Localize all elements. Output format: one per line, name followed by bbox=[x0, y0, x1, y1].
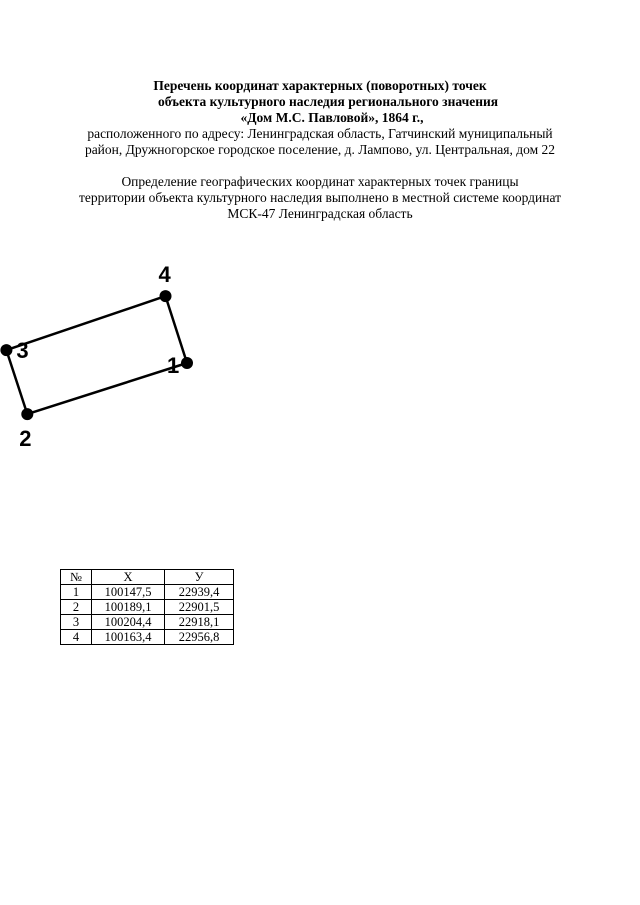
description-line-1: Определение географических координат характерных точек границы bbox=[121, 174, 519, 189]
vertex-point-4 bbox=[160, 290, 172, 302]
header-num: № bbox=[61, 570, 92, 585]
vertex-label-3: 3 bbox=[16, 338, 29, 364]
cell-num: 3 bbox=[61, 615, 92, 630]
title-line-1: Перечень координат характерных (поворотных) точек bbox=[153, 78, 487, 93]
cell-num: 4 bbox=[61, 630, 92, 645]
title-line-2: объекта культурного наследия регионального значения bbox=[157, 94, 499, 109]
cell-y: 22939,4 bbox=[165, 585, 234, 600]
header-x: X bbox=[92, 570, 165, 585]
cell-x: 100147,5 bbox=[92, 585, 165, 600]
cell-num: 1 bbox=[61, 585, 92, 600]
table-row bbox=[61, 585, 234, 600]
vertex-label-4: 4 bbox=[158, 262, 171, 288]
cell-y: 22901,5 bbox=[165, 600, 234, 615]
table-row bbox=[61, 630, 234, 645]
header-y: У bbox=[165, 570, 234, 585]
title-line-3: «Дом М.С. Павловой», 1864 г., bbox=[240, 110, 424, 125]
description-line-2: территории объекта культурного наследия выполнено в местной системе координат bbox=[78, 190, 562, 205]
table-row bbox=[61, 615, 234, 630]
cell-x: 100204,4 bbox=[92, 615, 165, 630]
cell-x: 100189,1 bbox=[92, 600, 165, 615]
address-line-2: район, Дружногорское городское поселение, д. Лампово, ул. Центральная, дом 22 bbox=[84, 142, 556, 157]
description-line-3: МСК-47 Ленинградская область bbox=[227, 206, 413, 221]
cell-y: 22918,1 bbox=[165, 615, 234, 630]
address-line-1: расположенного по адресу: Ленинградская область, Гатчинский муниципальный bbox=[87, 126, 553, 141]
table-row bbox=[61, 600, 234, 615]
cell-y: 22956,8 bbox=[165, 630, 234, 645]
vertex-label-2: 2 bbox=[19, 426, 32, 452]
boundary-polygon bbox=[6, 296, 187, 414]
cell-num: 2 bbox=[61, 600, 92, 615]
vertex-layer bbox=[0, 262, 193, 451]
cell-x: 100163,4 bbox=[92, 630, 165, 645]
vertex-label-1: 1 bbox=[167, 353, 180, 378]
vertex-point-1 bbox=[181, 357, 193, 369]
vertex-point-2 bbox=[21, 408, 33, 420]
vertex-point-3 bbox=[0, 344, 12, 356]
coordinates-table bbox=[60, 569, 234, 645]
table-header-row bbox=[61, 570, 234, 585]
